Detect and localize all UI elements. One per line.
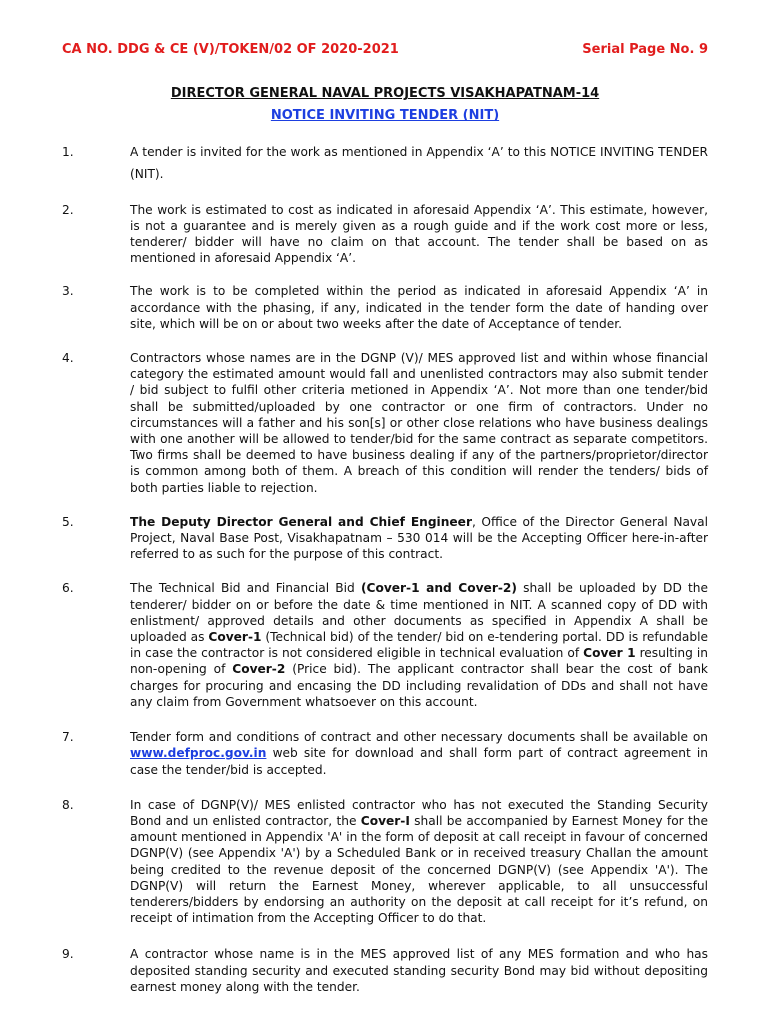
- document-title: DIRECTOR GENERAL NAVAL PROJECTS VISAKHAPATNAM-14: [170, 86, 600, 102]
- accepting-officer-title: The Deputy Director General and Chief Engineer: [130, 514, 472, 529]
- clause-7: [62, 729, 708, 778]
- clause-number: 6.: [62, 581, 74, 596]
- clause-5: [62, 514, 708, 563]
- clause-number: 3.: [62, 284, 74, 299]
- clause-number: 2.: [62, 202, 74, 217]
- clause-number: 7.: [62, 730, 74, 745]
- clause-text-part: shall be accompanied by Earnest Money for the amount mentioned in Appendix 'A' in the form of deposit at call receipt in favour of concerned DGNP(V) (see Appendix 'A') by a Scheduled Bank or in received treasury Challan the amount being credited to the revenue deposit of the concerned DGNP(V) (see Appendix 'A'). The DGNP(V) will return the Earnest Money, wherever applicable, to all unsuccessful tenderers/bidders by endorsing an authority on the deposit at call receipt for it’s refund, on receipt of intimation from the Accepting Officer to do that.: [130, 813, 708, 926]
- clause-number: 5.: [62, 514, 74, 529]
- defproc-website-link[interactable]: www.defproc.gov.in: [130, 746, 267, 761]
- header-line: [62, 42, 708, 58]
- clause-3: [62, 283, 708, 332]
- clause-text: [130, 514, 708, 563]
- bold-term: Cover-I: [360, 813, 410, 828]
- clause-text-part: , Office of the Director General Naval Project, Naval Base Post, Visakhapatnam – 530 014 will be the Accepting Officer here-in-after referred to as such for the purpose of this contract.: [130, 514, 708, 562]
- clause-list: [62, 141, 708, 995]
- clause-4: [62, 350, 708, 496]
- clause-text: A tender is invited for the work as mentioned in Appendix ‘A’ to this NOTICE INVITING TENDER (NIT).: [130, 144, 708, 181]
- clause-text: [130, 797, 708, 927]
- clause-number: 1.: [62, 144, 74, 159]
- clause-9: [62, 946, 708, 995]
- clause-number: 4.: [62, 351, 74, 366]
- clause-text: Contractors whose names are in the DGNP (V)/ MES approved list and within whose financial category the estimated amount would fall and unenlisted contractors may also submit tender / bid subject to fulfil other criteria metioned in Appendix ‘A’. Not more than one tender/bid shall be submitted/uploaded by one contractor or one firm of contractors. Under no circumstances will a father and his son[s] or other close relations who have business dealings with one another will be allowed to tender/bid for the same contract as separate competitors. Two firms shall be deemed to have business dealing if any of the partners/proprietor/director is common among both of them. A breach of this condition will render the tenders/ bids of both parties liable to rejection.: [130, 351, 708, 495]
- clause-text-part: The Technical Bid and Financial Bid: [130, 581, 361, 596]
- clause-text-part: web site for download and shall form part of contract agreement in case the tender/bid is accepted.: [130, 746, 708, 777]
- clause-text: A contractor whose name is in the MES approved list of any MES formation and who has deposited standing security and executed standing security Bond may bid without depositing earnest money along with the tender.: [130, 947, 708, 994]
- clause-2: [62, 202, 708, 267]
- clause-text: [130, 729, 708, 778]
- clause-text-part: (Price bid). The applicant contractor shall bear the cost of bank charges for procuring and encasing the DD including revalidation of DDs and shall not have any claim from Government whatsoever on this account.: [130, 662, 708, 709]
- document-subtitle: NOTICE INVITING TENDER (NIT): [270, 108, 500, 124]
- clause-1: [62, 141, 708, 185]
- clause-number: 8.: [62, 797, 74, 812]
- clause-text: The work is estimated to cost as indicated in aforesaid Appendix ‘A’. This estimate, however, is not a guarantee and is merely given as a rough guide and if the work cost more or less, tenderer/ bidder will have no claim on that account. The tender shall be based on as mentioned in aforesaid Appendix ‘A’.: [130, 202, 708, 266]
- clause-text-part: In case of DGNP(V)/ MES enlisted contractor who has not executed the Standing Security Bond and un enlisted contractor, the: [130, 797, 708, 828]
- bold-term: Cover-1: [208, 630, 262, 645]
- serial-page-number: Serial Page No. 9: [582, 42, 708, 57]
- clause-text-part: Tender form and conditions of contract and other necessary documents shall be available on: [130, 730, 708, 745]
- clause-number: 9.: [62, 947, 74, 962]
- bold-term: Cover 1: [583, 646, 636, 661]
- clause-text-part: (Technical bid) of the tender/ bid on e-tendering portal. DD is refundable in case the contractor is not considered eligible in technical evaluation of: [130, 630, 708, 661]
- bold-term: (Cover-1 and Cover-2): [360, 581, 517, 596]
- clause-text-part: shall be uploaded by DD the tenderer/ bidder on or before the date & time mentioned in NIT. A scanned copy of DD with enlistment/ approved details and other documents as specified in Appendix A shall be uploaded as: [130, 581, 709, 645]
- contract-number: CA NO. DDG & CE (V)/TOKEN/02 OF 2020-2021: [62, 42, 399, 57]
- clause-8: [62, 797, 708, 927]
- clause-6: [62, 580, 708, 710]
- clause-text: [130, 580, 708, 710]
- clause-text: The work is to be completed within the period as indicated in aforesaid Appendix ‘A’ in accordance with the phasing, if any, indicated in the tender form the date of handing over site, which will be on or about two weeks after the date of Acceptance of tender.: [130, 284, 708, 331]
- clause-text-part: resulting in non-opening of: [130, 646, 709, 677]
- bold-term: Cover-2: [232, 662, 286, 677]
